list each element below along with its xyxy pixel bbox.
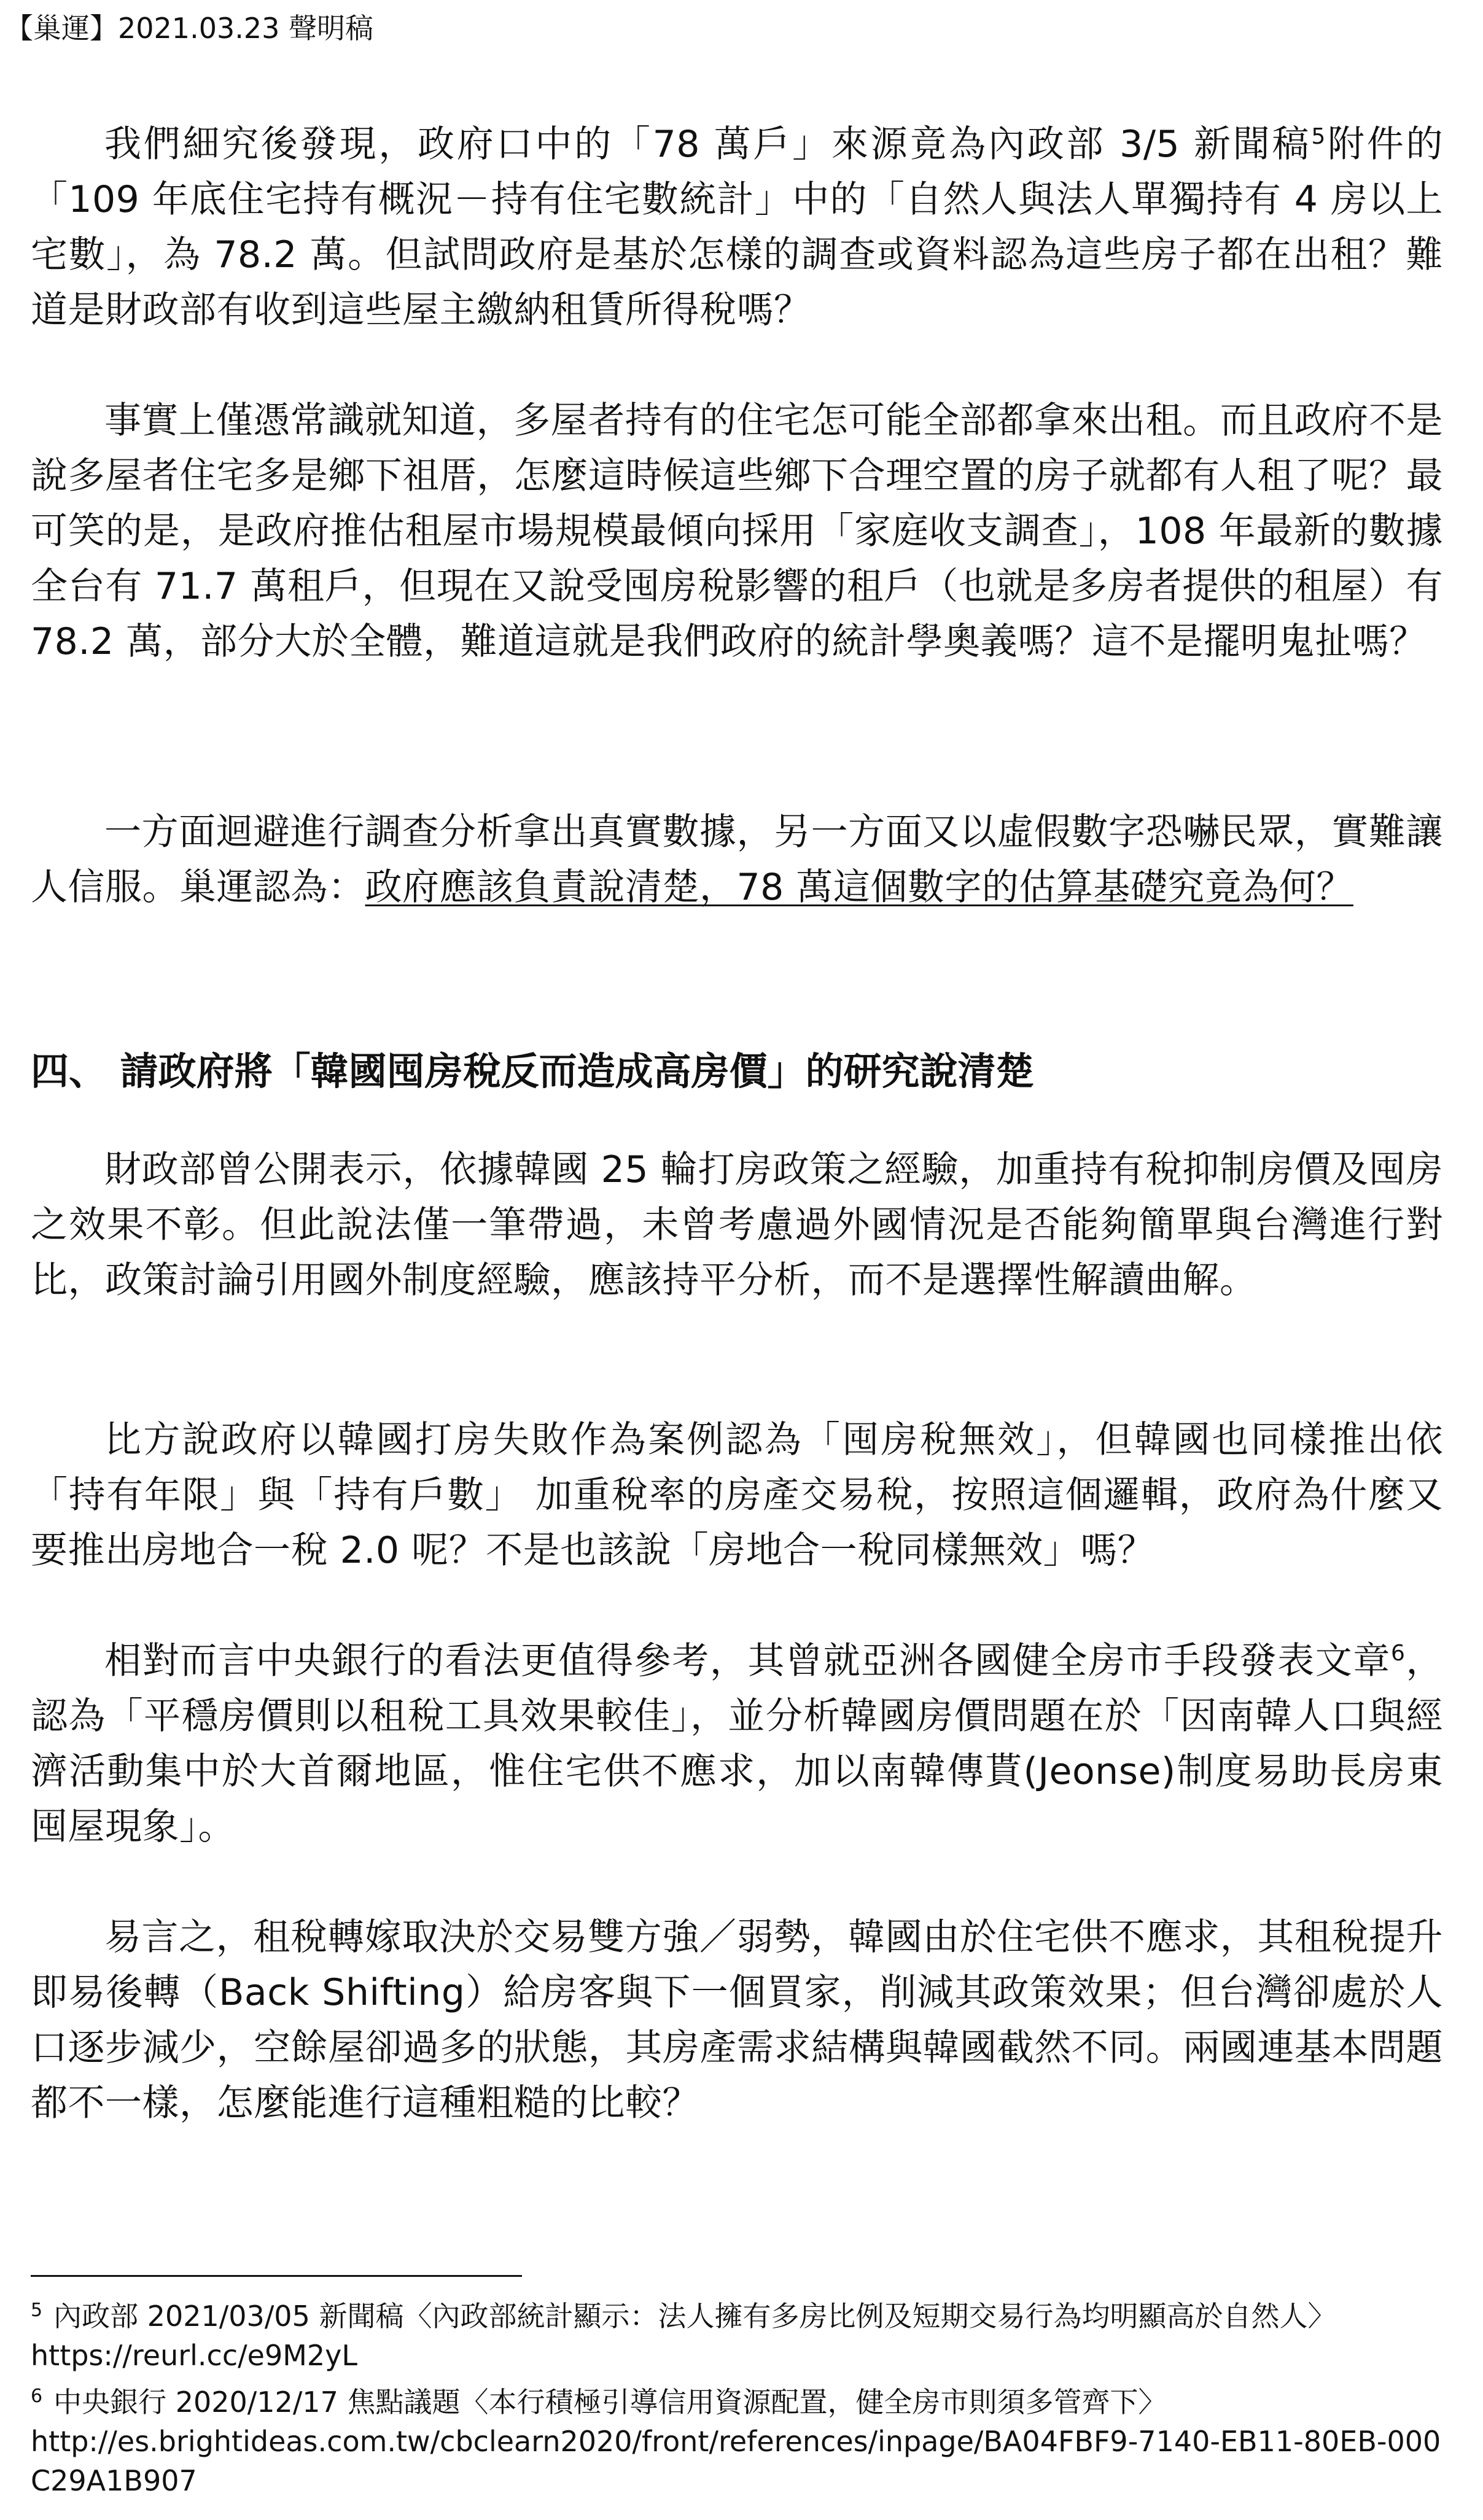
paragraph-text: 一方面迴避進行調查分析拿出真實數據，另一方面又以虛假數字恐嚇民眾，實難讓人信服。巢運認為： bbox=[31, 811, 1443, 909]
paragraph-tax-shifting bbox=[31, 1910, 1443, 2131]
underlined-demand: 政府應該負責說清楚，78 萬這個數字的估算基礎究竟為何？ bbox=[365, 866, 1353, 909]
paragraph-central-bank bbox=[31, 1633, 1443, 1854]
paragraph-common-sense bbox=[31, 393, 1443, 669]
footnote-divider bbox=[31, 2275, 522, 2277]
paragraph-78-wan-source bbox=[31, 117, 1443, 338]
paragraph-text: 財政部曾公開表示，依據韓國 25 輪打房政策之經驗，加重持有稅抑制房價及囤房之效果不彰。但此說法僅一筆帶過，未曾考慮過外國情況是否能夠簡單與台灣進行對比，政策討論引用國外制度經驗，應該持平分析，而不是選擇性解讀曲解。 bbox=[31, 1148, 1443, 1302]
footnote-mark: 6 bbox=[31, 2385, 43, 2407]
paragraph-text: 事實上僅憑常識就知道，多屋者持有的住宅怎可能全部都拿來出租。而且政府不是說多屋者住宅多是鄉下祖厝，怎麼這時候這些鄉下合理空置的房子就都有人租了呢？最可笑的是，是政府推估租屋市場規模最傾向採用「家庭收支調查」，108 年最新的數據全台有 71.7 萬租戶，但現在又說受囤房稅影響的租戶（也就是多房者提供的租屋）有 78.2 萬，部分大於全體，難道這就是我們政府的統計學奧義嗎？這不是擺明鬼扯嗎？ bbox=[31, 399, 1443, 663]
paragraph-text: 我們細究後發現，政府口中的「78 萬戶」來源竟為內政部 3/5 新聞稿 bbox=[104, 123, 1312, 166]
footnote-5 bbox=[31, 2296, 1449, 2375]
paragraph-ministry-of-finance bbox=[31, 1142, 1443, 1308]
paragraph-text: 附件的「109 年底住宅持有概況－持有住宅數統計」中的「自然人與法人單獨持有 4 房以上宅數」，為 78.2 萬。但試問政府是基於怎樣的調查或資料認為這些房子都在出租？難道是財政部有收到這些屋主繳納租賃所得稅嗎？ bbox=[31, 123, 1443, 332]
footnote-ref-6[interactable]: 6 bbox=[1390, 1641, 1406, 1666]
section-heading-4: 四、 請政府將「韓國囤房稅反而造成高房價」的研究說清楚 bbox=[31, 1049, 1034, 1094]
footnote-6 bbox=[31, 2382, 1449, 2500]
footnote-mark: 5 bbox=[31, 2299, 43, 2321]
paragraph-text: 相對而言中央銀行的看法更值得參考，其曾就亞洲各國健全房市手段發表文章 bbox=[104, 1639, 1391, 1682]
paragraph-conclusion-section3 bbox=[31, 804, 1443, 915]
footnote-text: 內政部 2021/03/05 新聞稿〈內政部統計顯示：法人擁有多房比例及短期交易行為均明顯高於自然人〉https://reurl.cc/e9M2yL bbox=[31, 2300, 1336, 2372]
paragraph-korea-example bbox=[31, 1412, 1443, 1578]
footnote-url-link[interactable]: http://es.brightideas.com.tw/cbclearn2020/front/references/inpage/BA04FBF9-7140-EB11-80EB-000C29A1B907 bbox=[31, 2425, 1441, 2497]
paragraph-text: 易言之，租稅轉嫁取決於交易雙方強／弱勢，韓國由於住宅供不應求，其租稅提升即易後轉（Back Shifting）給房客與下一個買家，削減其政策效果；但台灣卻處於人口逐步減少，空餘屋卻過多的狀態，其房產需求結構與韓國截然不同。兩國連基本問題都不一樣，怎麼能進行這種粗糙的比較？ bbox=[31, 1916, 1443, 2125]
footnote-text: 中央銀行 2020/12/17 焦點議題〈本行積極引導信用資源配置，健全房市則須多管齊下〉 bbox=[53, 2386, 1167, 2419]
paragraph-text: ，認為「平穩房價則以租稅工具效果較佳」，並分析韓國房價問題在於「因南韓人口與經濟活動集中於大首爾地區，惟住宅供不應求，加以南韓傳貰(Jeonse)制度易助長房東囤屋現象」。 bbox=[31, 1639, 1444, 1848]
footnote-ref-5[interactable]: 5 bbox=[1311, 124, 1326, 149]
paragraph-text: 比方說政府以韓國打房失敗作為案例認為「囤房稅無效」，但韓國也同樣推出依「持有年限」與「持有戶數」 加重稅率的房產交易稅，按照這個邏輯，政府為什麼又要推出房地合一稅 2.0 呢？不是也該說「房地合一稅同樣無效」嗎？ bbox=[31, 1418, 1443, 1572]
document-header: 【巢運】2021.03.23 聲明稿 bbox=[5, 12, 373, 45]
